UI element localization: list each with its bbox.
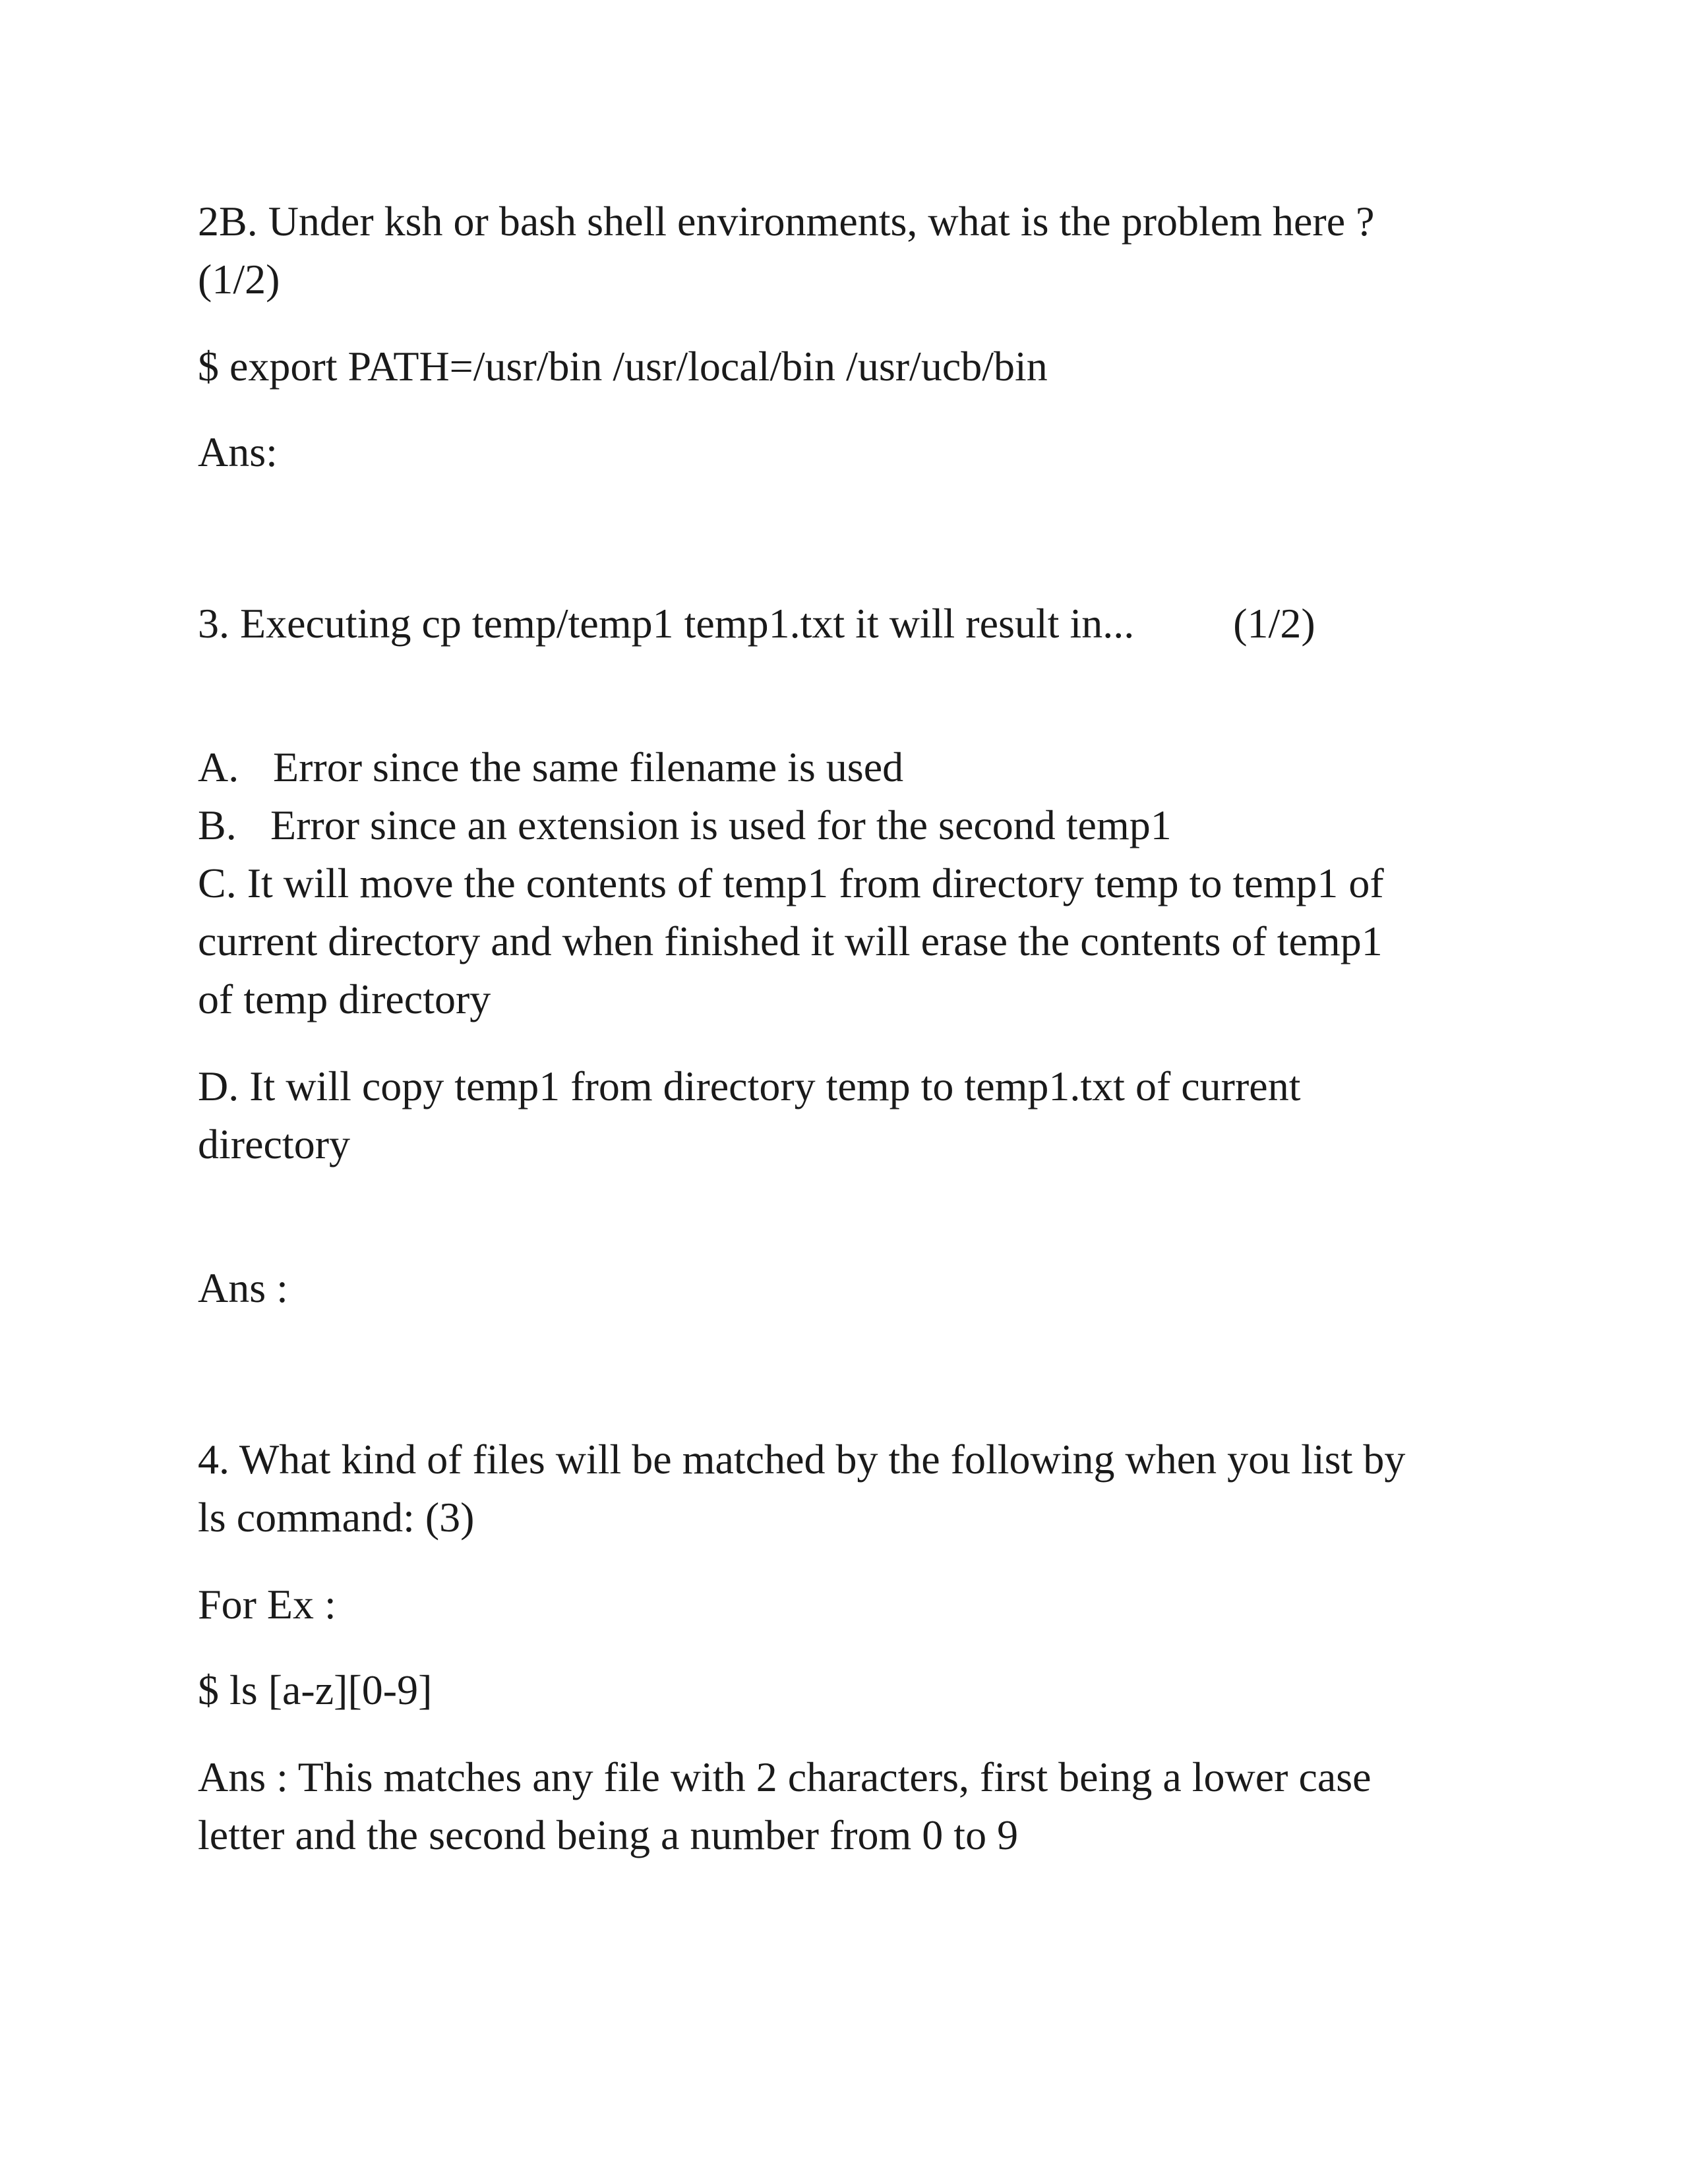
q3-option-d-line-1: D. It will copy temp1 from directory temp to temp1.txt of current — [198, 1063, 1301, 1109]
q3-option-a-letter: A. — [198, 744, 239, 790]
q3-question — [198, 595, 1315, 653]
q2b-question-line-2: (1/2) — [198, 256, 280, 303]
q2b-answer-label: Ans: — [198, 428, 278, 475]
q3-marks: (1/2) — [1233, 600, 1315, 647]
q4-question-line-1: 4. What kind of files will be matched by the following when you list by — [198, 1436, 1406, 1483]
q2b-question-line-1: 2B. Under ksh or bash shell environments, what is the problem here ? — [198, 198, 1375, 245]
q3-option-b-text: Error since an extension is used for the second temp1 — [270, 802, 1172, 848]
q3-option-d-line-2: directory — [198, 1121, 350, 1167]
q4-answer-line-2: letter and the second being a number from 0 to 9 — [198, 1812, 1019, 1858]
q3-option-b — [198, 796, 1172, 854]
q3-answer-label: Ans : — [198, 1264, 288, 1311]
q3-option-c-line-2: current directory and when finished it will erase the contents of temp1 — [198, 918, 1383, 964]
q4-question-line-2: ls command: (3) — [198, 1494, 475, 1541]
q3-option-b-letter: B. — [198, 802, 237, 848]
q3-option-c-line-1: C. It will move the contents of temp1 from directory temp to temp1 of — [198, 860, 1384, 906]
q3-question-text: 3. Executing cp temp/temp1 temp1.txt it will result in... — [198, 600, 1135, 647]
q4-command: $ ls [a-z][0-9] — [198, 1667, 433, 1713]
q3-option-c-line-3: of temp directory — [198, 976, 491, 1022]
q4-answer-line-1: Ans : This matches any file with 2 characters, first being a lower case — [198, 1754, 1372, 1800]
q3-option-a — [198, 738, 903, 796]
q4-example-label: For Ex : — [198, 1581, 336, 1628]
q3-option-a-text: Error since the same filename is used — [273, 744, 904, 790]
q2b-command: $ export PATH=/usr/bin /usr/local/bin /usr/ucb/bin — [198, 343, 1048, 390]
